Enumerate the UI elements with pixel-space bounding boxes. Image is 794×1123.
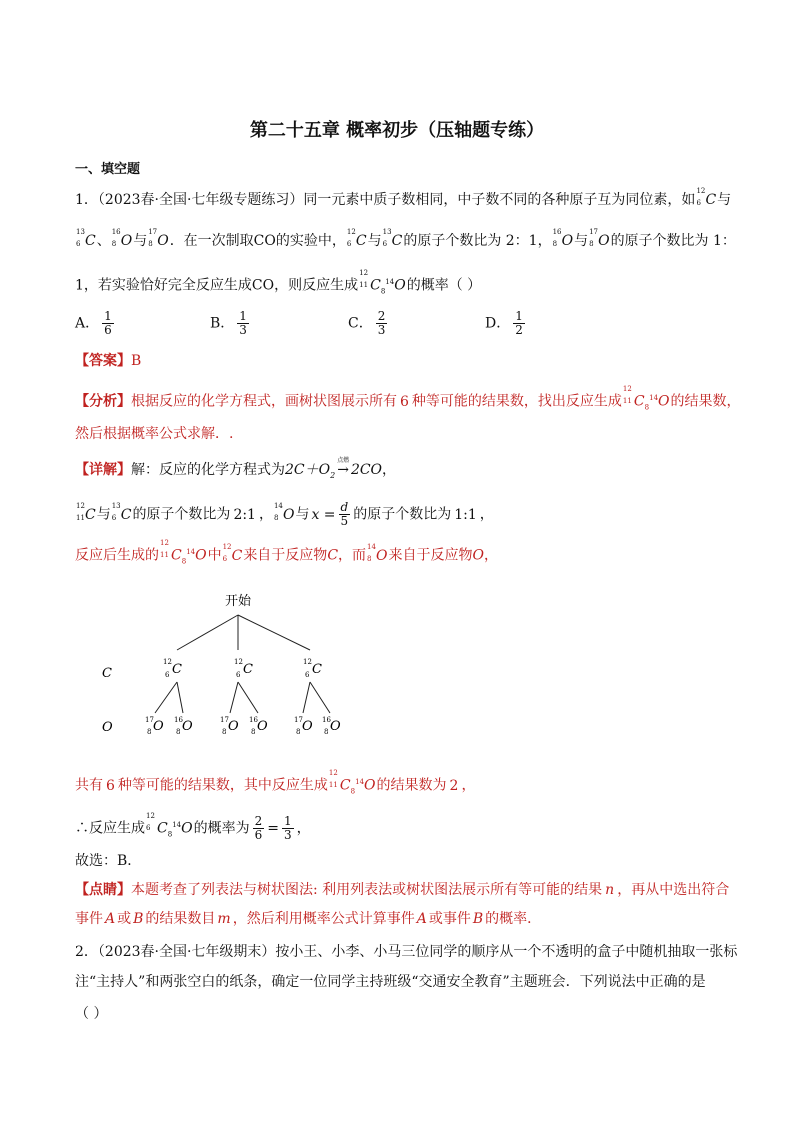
svg-text:C: C: [243, 662, 253, 677]
svg-text:16: 16: [174, 716, 183, 724]
q1-line3: 1，若实验恰好完全反应生成CO，则反应生成 12 11 $C_8^{14}O$的概率（ ）: [75, 272, 481, 301]
svg-text:12: 12: [234, 658, 243, 666]
analysis-line: 【分析】根据反应的化学方程式，画树状图展示所有 6 种等可能的结果数，找出反应生成 12 11 $C_8^{14}O$的结果数，: [75, 388, 741, 417]
tree-edge: [310, 682, 330, 713]
tree-edge: [155, 682, 177, 713]
isotope-o17: 17 8 O: [589, 228, 610, 249]
isotope-o16: 16 8 O: [552, 228, 574, 249]
q1-line2: 13 6 C、 16 8 O与 17 8 O．在一次制取CO的实验中， 12 6 C与 13 6 C的原子个数比为 2：1， 16 8 O与 17 8 O的原子个数比为 1：: [76, 228, 736, 249]
answer-line: [75, 351, 141, 371]
svg-text:O: O: [302, 719, 313, 734]
option-b[interactable]: B． $\frac{1}{3}$: [210, 309, 247, 337]
svg-text:8: 8: [176, 728, 181, 736]
tree-leaf-o16: [174, 716, 193, 736]
svg-text:8: 8: [251, 728, 256, 736]
tree-leaf-o17: [294, 716, 313, 736]
q2-line2: 注“主持人”和两张空白的纸条，确定一位同学主持班级“交通安全教育”主题班会．下列说法中正确的是: [75, 974, 706, 990]
svg-text:6: 6: [165, 671, 170, 679]
tree-node-c12: [303, 658, 322, 679]
tree-leaf-o17: [220, 716, 239, 736]
tree-row2-label: O: [102, 720, 113, 735]
svg-text:17: 17: [220, 716, 229, 724]
tree-leaf-o16: [322, 716, 341, 736]
svg-text:O: O: [330, 719, 341, 734]
svg-text:12: 12: [163, 658, 172, 666]
tree-leaf-o17: [145, 716, 164, 736]
option-a[interactable]: A． $\frac{1}{6}$: [75, 309, 112, 337]
svg-text:C: C: [172, 662, 182, 677]
choose-line: 故选：B．: [75, 853, 142, 869]
tree-root: 开始: [224, 594, 252, 609]
tree-row1-label: C: [102, 666, 112, 681]
compound-c12o16: 12 11 $C_8^{14}O$: [359, 269, 406, 296]
tree-diagram: [90, 585, 370, 745]
option-c[interactable]: C． $\frac{2}{3}$: [348, 309, 386, 337]
svg-text:8: 8: [324, 728, 329, 736]
option-d[interactable]: D． $\frac{1}{2}$: [485, 309, 523, 337]
tree-edge: [230, 682, 238, 713]
tree-edge: [303, 682, 310, 713]
q1-text: 1．（2023春·全国·七年级专题练习）同一元素中质子数相同，中子数不同的各种原子互为同位素，如: [75, 192, 696, 208]
svg-text:16: 16: [322, 716, 331, 724]
analysis-line-2: 然后根据概率公式求解．.: [75, 426, 234, 442]
answer-tag: 【答案】: [75, 353, 131, 369]
comment-line-1: 【点睛】本题考查了列表法与树状图法: 利用列表法或树状图法展示所有等可能的结果 n ，再从中选出符合: [75, 882, 730, 898]
tree-edge: [177, 682, 183, 713]
page-title: 第二十五章 概率初步（压轴题专练）: [249, 120, 545, 141]
tree-edge: [177, 615, 238, 650]
svg-text:6: 6: [236, 671, 241, 679]
isotope-c13: 13 6 C: [76, 228, 96, 249]
svg-text:12: 12: [303, 658, 312, 666]
svg-text:C: C: [312, 662, 322, 677]
q2-line3: （ ）: [75, 1006, 108, 1022]
q1-line1: [75, 187, 732, 210]
q2-line1: 2．（2023春·全国·七年级期末）按小王、小李、小马三位同学的顺序从一个不透明的盒子中随机抽取一张标: [75, 944, 738, 960]
isotope-c12: 12 6 C: [346, 228, 367, 249]
svg-text:17: 17: [294, 716, 303, 724]
isotope-o17: 17 8 O: [148, 228, 169, 249]
svg-text:16: 16: [249, 716, 258, 724]
svg-text:6: 6: [305, 671, 310, 679]
section-heading: 一、填空题: [75, 162, 141, 177]
isotope-c13: 13 6 C: [382, 228, 403, 249]
isotope-o16: 16 8 O: [111, 228, 133, 249]
answer-value: B: [131, 353, 142, 369]
svg-text:O: O: [228, 719, 239, 734]
tree-node-c12: [234, 658, 253, 679]
compound-c12o16: 12 11 $C_8^{14}O$: [622, 385, 670, 412]
detail-line-2: 12 11 C与 13 6 C的原子个数比为 2:1 ， 14 8 O与 x = $\frac{d}{5}$ 的原子个数比为 1:1 ，: [76, 500, 494, 528]
tree-edge: [238, 682, 258, 713]
svg-text:8: 8: [222, 728, 227, 736]
comment-line-2: 事件 A 或 B 的结果数目 m ，然后利用概率公式计算事件 A 或事件 B 的概率．: [75, 911, 542, 927]
svg-text:O: O: [182, 719, 193, 734]
svg-text:O: O: [257, 719, 268, 734]
detail-line-3: 反应后生成的 12 11 $C_8^{14}O$中 12 6 C来自于反应物C，而 14 8 O来自于反应物O，: [75, 539, 498, 566]
equation: $2C+O_2$ 点燃 → 2CO: [285, 457, 383, 480]
result-line-2: ∴反应生成 12 6 $C_8^{14}O$的概率为 $\frac{2}{6}$ = $\frac{1}{3}$ ，: [75, 812, 311, 843]
svg-text:8: 8: [147, 728, 152, 736]
result-line-1: 共有 6 种等可能的结果数，其中反应生成 12 11 $C_8^{14}O$的结果数为 2 ，: [75, 769, 476, 796]
svg-text:8: 8: [296, 728, 301, 736]
tree-leaf-o16: [249, 716, 268, 736]
tree-edge: [238, 615, 310, 650]
detail-line: 【详解】解：反应的化学方程式为$2C+O_2$ 点燃 → 2CO，: [75, 457, 397, 480]
svg-text:O: O: [153, 719, 164, 734]
isotope-c12: 12 6 C: [696, 187, 717, 208]
svg-text:17: 17: [145, 716, 154, 724]
q1-text: 与: [717, 192, 732, 208]
tree-node-c12: [163, 658, 182, 679]
